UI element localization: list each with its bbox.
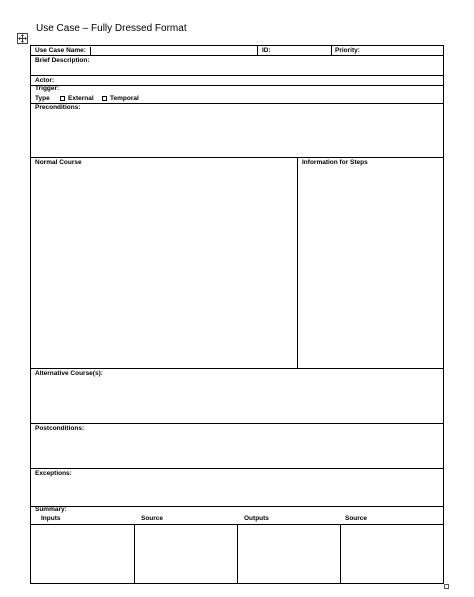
- summary-column-source: Source: [141, 515, 164, 522]
- normal-course-label: Normal Course: [35, 159, 82, 166]
- id-label: ID:: [262, 47, 271, 54]
- exceptions-label: Exceptions:: [35, 470, 72, 477]
- priority-label: Priority:: [335, 47, 360, 54]
- temporal-option-label: Temporal: [110, 95, 139, 102]
- actor-row[interactable]: [31, 76, 443, 86]
- alternative-courses-row[interactable]: [31, 369, 443, 424]
- use-case-form-table: [30, 45, 444, 584]
- column-divider: [340, 525, 341, 583]
- actor-label: Actor:: [35, 77, 55, 84]
- table-resize-handle-icon[interactable]: [444, 584, 449, 589]
- postconditions-label: Postconditions:: [35, 425, 85, 432]
- trigger-label: Trigger:: [35, 85, 60, 92]
- summary-body-row[interactable]: [31, 525, 443, 583]
- summary-column-inputs: Inputs: [41, 515, 61, 522]
- summary-column-outputs: Outputs: [244, 515, 269, 522]
- table-move-handle-icon[interactable]: [17, 33, 28, 44]
- summary-header-row: [31, 507, 443, 525]
- normal-course-row[interactable]: [31, 158, 443, 369]
- page-title: Use Case – Fully Dressed Format: [36, 23, 187, 34]
- brief-description-label: Brief Description:: [35, 57, 90, 64]
- summary-label: Summary:: [35, 506, 67, 513]
- column-divider: [257, 46, 258, 55]
- type-label: Type: [35, 95, 50, 102]
- external-checkbox[interactable]: [60, 96, 65, 101]
- column-divider: [134, 525, 135, 583]
- column-divider: [331, 46, 332, 55]
- external-option-label: External: [68, 95, 94, 102]
- column-divider: [297, 158, 298, 368]
- preconditions-label: Preconditions:: [35, 104, 81, 111]
- brief-description-row[interactable]: [31, 56, 443, 76]
- text-cursor: [90, 47, 91, 55]
- column-divider: [237, 525, 238, 583]
- preconditions-row[interactable]: [31, 104, 443, 158]
- exceptions-row[interactable]: [31, 469, 443, 507]
- use-case-name-label: Use Case Name:: [35, 47, 86, 54]
- summary-column-source: Source: [345, 515, 368, 522]
- header-row: [31, 46, 443, 56]
- information-for-steps-label: Information for Steps: [302, 159, 368, 166]
- temporal-checkbox[interactable]: [102, 96, 107, 101]
- postconditions-row[interactable]: [31, 424, 443, 469]
- alternative-courses-label: Alternative Course(s):: [35, 370, 103, 377]
